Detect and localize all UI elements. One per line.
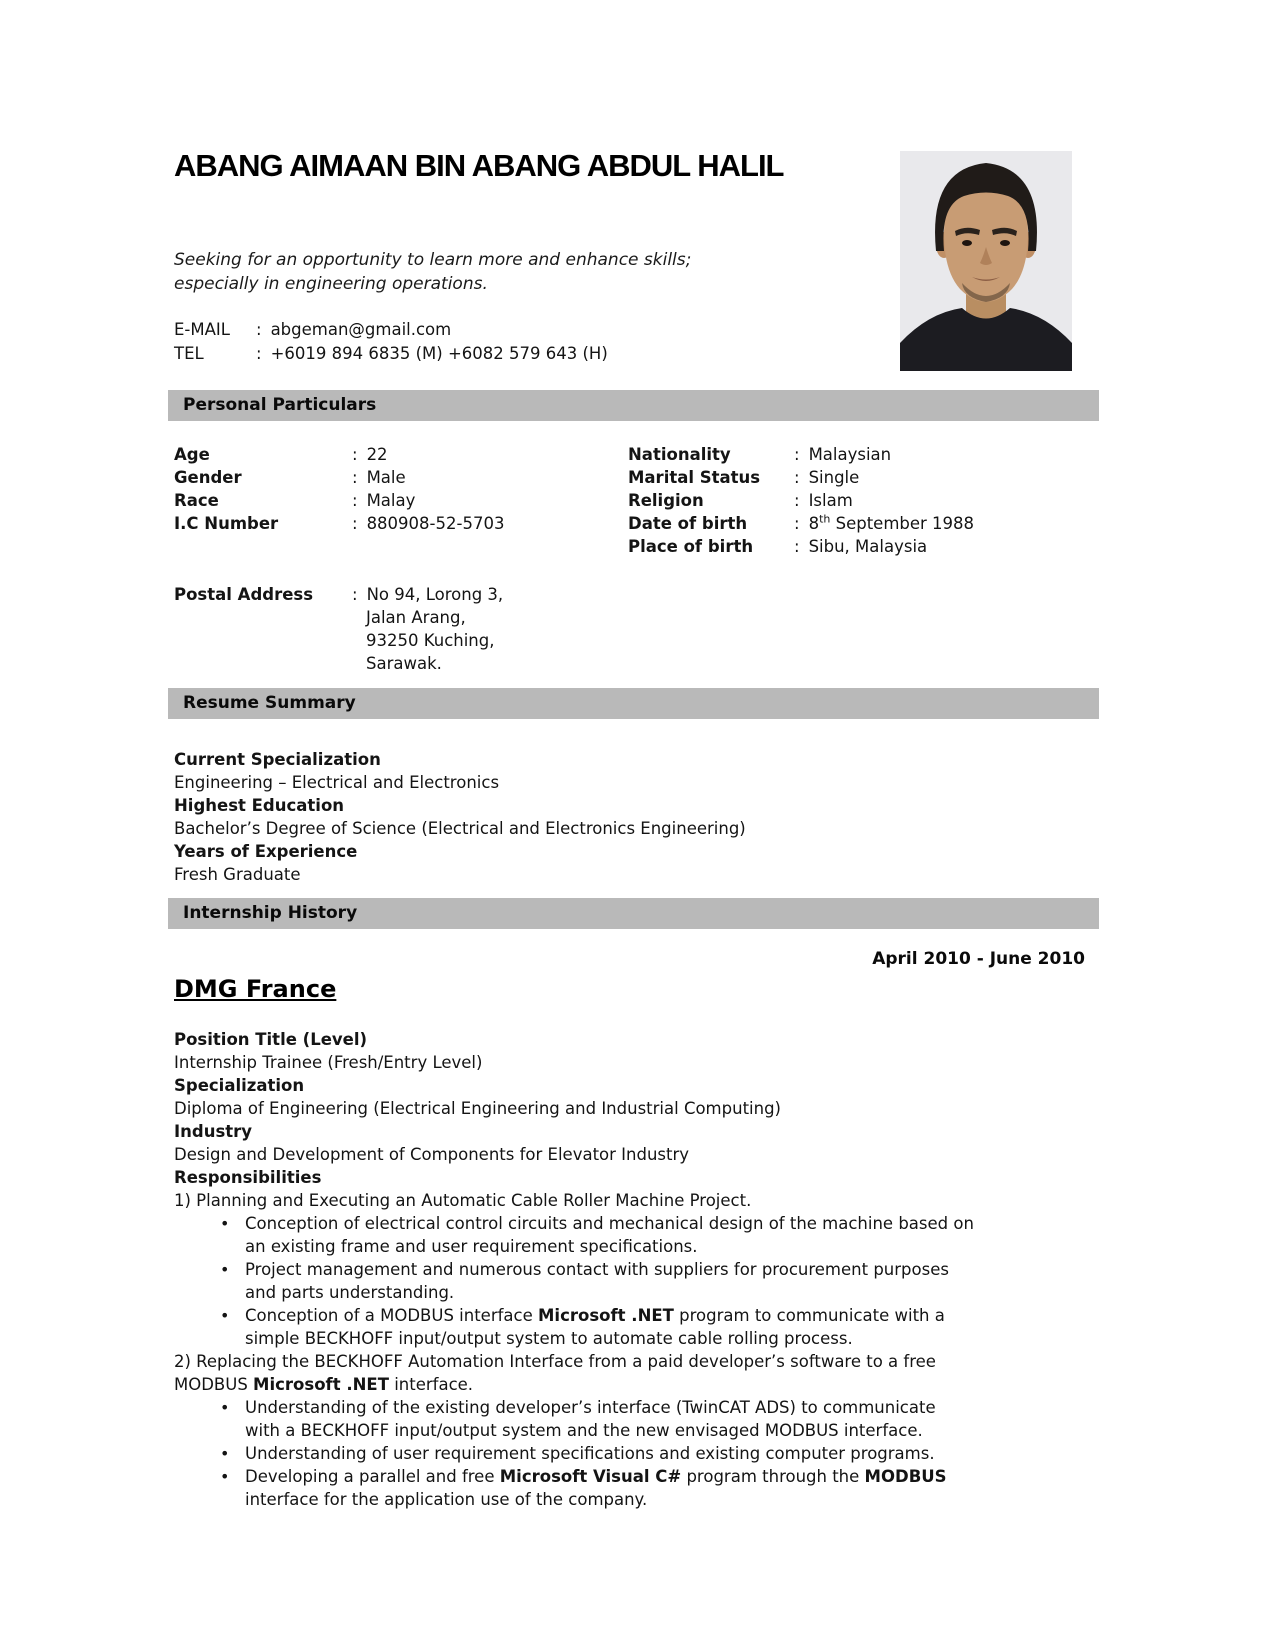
email-label: E-MAIL [174,320,230,339]
text-line: MODBUS Microsoft .NET interface. [174,1375,474,1394]
field-value: 880908-52-5703 [366,514,505,533]
contact-block [174,318,1099,366]
resume-summary [174,748,1099,886]
field-row [628,535,974,558]
responsibilities-label: Responsibilities [174,1168,322,1187]
field-label: Position Title (Level) [174,1030,368,1049]
field-value: Single [808,468,860,487]
summary-value: Engineering – Electrical and Electronics [174,773,500,792]
tel-value: +6019 894 6835 (M) +6082 579 643 (H) [270,344,608,363]
field-row-dob [628,512,974,535]
text-line: • Understanding of the existing developer’s interface (TwinCAT ADS) to communicate [245,1398,936,1417]
section-header-personal-particulars [168,390,1099,421]
field-label: Religion [628,491,704,510]
objective-line: especially in engineering operations. [174,274,488,294]
field-label: Gender [174,468,242,487]
section-header-resume-summary [168,688,1099,719]
bullet-item [174,1304,1099,1350]
field-value: Diploma of Engineering (Electrical Engineering and Industrial Computing) [174,1099,781,1118]
company-name: DMG France [174,975,337,1003]
field-value: Male [366,468,406,487]
field-value: Internship Trainee (Fresh/Entry Level) [174,1053,483,1072]
field-label: Marital Status [628,468,761,487]
summary-value: Fresh Graduate [174,865,301,884]
particulars-right-column [628,443,974,558]
section-title: Internship History [183,903,358,923]
summary-label: Highest Education [174,796,345,815]
field-row [628,489,974,512]
bullet-item [174,1396,1099,1442]
separator: : [352,491,358,510]
field-label: Postal Address [174,585,314,604]
field-value: 22 [366,445,388,464]
field-value: 8th September 1988 [808,512,975,533]
text-line: and parts understanding. [245,1283,455,1302]
separator: : [794,514,800,533]
separator: : [352,514,358,533]
email-value: abgeman@gmail.com [270,320,452,339]
separator: : [794,537,800,556]
project-1-intro: 1) Planning and Executing an Automatic Cable Roller Machine Project. [174,1191,752,1210]
section-header-internship-history [168,898,1099,929]
field-row [628,443,974,466]
field-value: Sibu, Malaysia [808,537,928,556]
field-value: Design and Development of Components for Elevator Industry [174,1145,690,1164]
separator: : [352,445,358,464]
section-title: Resume Summary [183,693,356,713]
field-value: Malaysian [808,445,892,464]
bullet-item [174,1465,1099,1511]
contact-row-tel [174,342,1099,366]
text-line: • Conception of electrical control circuits and mechanical design of the machine based on [245,1214,974,1233]
field-label: Date of birth [628,514,748,533]
internship-details [174,1028,1099,1511]
address-line: : No 94, Lorong 3, [352,585,504,604]
separator: : [794,468,800,487]
text-line: simple BECKHOFF input/output system to automate cable rolling process. [245,1329,853,1348]
field-value: Islam [808,491,853,510]
separator: : [794,491,800,510]
bullet-item [174,1258,1099,1304]
separator: : [256,344,262,363]
text-line: • Project management and numerous contact with suppliers for procurement purposes [245,1260,949,1279]
personal-particulars [174,443,1099,558]
separator: : [794,445,800,464]
bullet-item [174,1442,1099,1465]
project-2-bullets [174,1396,1099,1511]
field-label: Industry [174,1122,253,1141]
field-label: I.C Number [174,514,279,533]
field-label: Place of birth [628,537,754,556]
text-line: with a BECKHOFF input/output system and the new envisaged MODBUS interface. [245,1421,923,1440]
bullet-item [174,1212,1099,1258]
field-value: Malay [366,491,416,510]
objective-statement [174,248,1099,296]
text-line: 2) Replacing the BECKHOFF Automation Interface from a paid developer’s software to a free [174,1352,936,1371]
tel-label: TEL [174,344,204,363]
separator: : [256,320,262,339]
contact-row-email [174,318,1099,342]
summary-value: Bachelor’s Degree of Science (Electrical and Electronics Engineering) [174,819,746,838]
field-label: Age [174,445,210,464]
ordinal-suffix: th [819,512,831,526]
postal-address-value [352,583,503,675]
field-label: Specialization [174,1076,305,1095]
text-line: • Understanding of user requirement specifications and existing computer programs. [245,1444,935,1463]
address-line: 93250 Kuching, [366,631,495,650]
separator: : [352,468,358,487]
project-2-intro [174,1350,1099,1396]
separator: : [352,585,358,604]
summary-label: Current Specialization [174,750,381,769]
text-line: • Developing a parallel and free Microsoft Visual C# program through the MODBUS [245,1467,947,1486]
section-title: Personal Particulars [183,395,377,415]
field-label: Race [174,491,219,510]
text-line: an existing frame and user requirement specifications. [245,1237,698,1256]
summary-label: Years of Experience [174,842,358,861]
internship-date-range: April 2010 - June 2010 [872,949,1085,969]
objective-line: Seeking for an opportunity to learn more and enhance skills; [174,250,692,270]
text-line: • Conception of a MODBUS interface Microsoft .NET program to communicate with a [245,1306,945,1325]
project-1-bullets [174,1212,1099,1350]
field-label: Nationality [628,445,731,464]
postal-address [174,583,1099,675]
text-line: interface for the application use of the company. [245,1490,648,1509]
address-line: Sarawak. [366,654,442,673]
applicant-name: ABANG AIMAAN BIN ABANG ABDUL HALIL [174,148,784,183]
resume-content [168,0,1099,1511]
field-row [628,466,974,489]
address-line: Jalan Arang, [366,608,466,627]
